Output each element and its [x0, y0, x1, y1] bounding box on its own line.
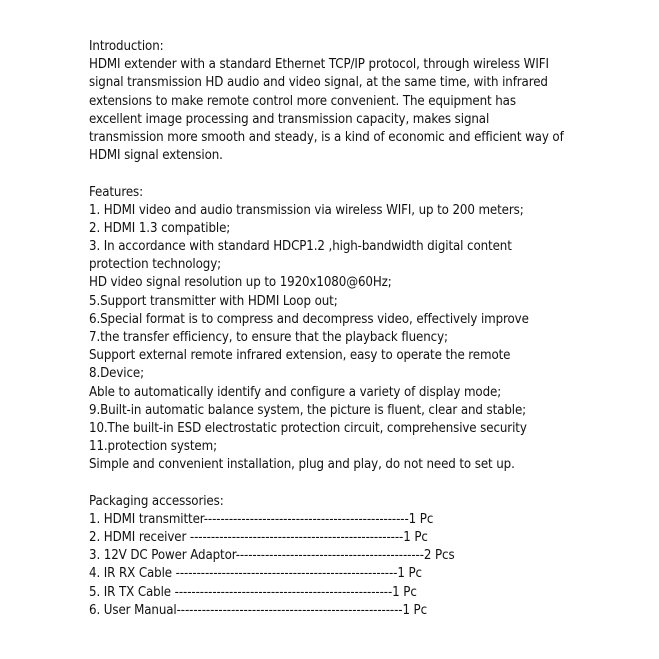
packaging-item: 1. HDMI transmitter-------------------------------------------------1 Pc: [89, 511, 434, 527]
feature-line: 2. HDMI 1.3 compatible;: [89, 220, 231, 236]
packaging-section: [89, 493, 649, 620]
feature-line: 7.the transfer efficiency, to ensure that the playback fluency;: [89, 330, 448, 345]
packaging-item: 6. User Manual------------------------------------------------------1 Pc: [89, 602, 428, 618]
introduction-line: HDMI extender with a standard Ethernet TCP/IP protocol, through wireless WIFI: [89, 57, 549, 73]
feature-line: 6.Special format is to compress and decompress video, effectively improve: [89, 311, 529, 327]
packaging-item: 4. IR RX Cable -----------------------------------------------------1 Pc: [89, 566, 422, 582]
product-description: [89, 38, 649, 620]
introduction-section: [89, 38, 649, 165]
introduction-line: signal transmission HD audio and video signal, at the same time, with infrared: [89, 75, 548, 91]
feature-line: 1. HDMI video and audio transmission via wireless WIFI, up to 200 meters;: [89, 202, 524, 218]
introduction-line: excellent image processing and transmission capacity, makes signal: [89, 111, 490, 127]
feature-line: Support external remote infrared extension, easy to operate the remote: [89, 348, 511, 364]
feature-line: Simple and convenient installation, plug and play, do not need to set up.: [89, 457, 515, 473]
introduction-heading: Introduction:: [89, 39, 164, 54]
feature-line: 3. In accordance with standard HDCP1.2 ,high-bandwidth digital content: [89, 239, 512, 255]
introduction-line: HDMI signal extension.: [89, 148, 223, 164]
introduction-line: transmission more smooth and steady, is a kind of economic and efficient way of: [89, 129, 564, 145]
section-spacer: [89, 165, 649, 183]
feature-line: HD video signal resolution up to 1920x1080@60Hz;: [89, 275, 392, 291]
features-section: [89, 184, 649, 475]
feature-line: 9.Built-in automatic balance system, the picture is fluent, clear and stable;: [89, 402, 527, 418]
packaging-heading: Packaging accessories:: [89, 493, 224, 509]
feature-line: 5.Support transmitter with HDMI Loop out;: [89, 293, 338, 309]
packaging-item: 2. HDMI receiver ---------------------------------------------------1 Pc: [89, 530, 428, 546]
feature-line: 8.Device;: [89, 366, 144, 382]
feature-line: 10.The built-in ESD electrostatic protection circuit, comprehensive security: [89, 420, 527, 436]
introduction-line: extensions to make remote control more convenient. The equipment has: [89, 93, 516, 109]
features-heading: Features:: [89, 184, 144, 200]
feature-line: protection technology;: [89, 257, 222, 273]
section-spacer: [89, 475, 649, 493]
feature-line: Able to automatically identify and configure a variety of display mode;: [89, 384, 502, 400]
packaging-item: 5. IR TX Cable ----------------------------------------------------1 Pc: [89, 584, 417, 600]
feature-line: 11.protection system;: [89, 439, 217, 455]
packaging-item: 3. 12V DC Power Adaptor---------------------------------------------2 Pcs: [89, 548, 455, 564]
